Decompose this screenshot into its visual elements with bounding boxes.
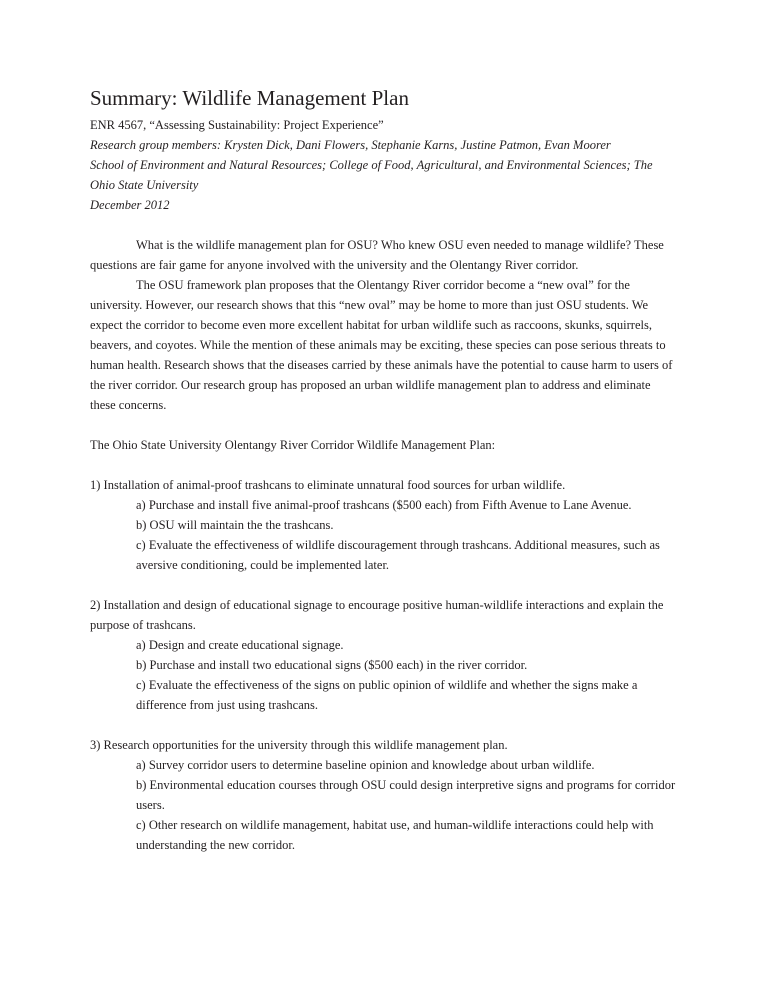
members-line: Research group members: Krysten Dick, Dani Flowers, Stephanie Karns, Justine Patmon, Evan Moorer bbox=[90, 138, 611, 152]
plan-item-3 bbox=[90, 735, 678, 855]
plan-heading: The Ohio State University Olentangy River Corridor Wildlife Management Plan: bbox=[90, 438, 496, 452]
date-line: December 2012 bbox=[90, 198, 170, 212]
intro-paragraph: What is the wildlife management plan for OSU? Who knew OSU even needed to manage wildlife? These questions are fair game for anyone involved with the university and the Olentangy River corridor. bbox=[90, 238, 664, 272]
plan-subitem: a) Survey corridor users to determine baseline opinion and knowledge about urban wildlife. bbox=[136, 758, 595, 772]
plan-item-heading: 1) Installation of animal-proof trashcans to eliminate unnatural food sources for urban wildlife. bbox=[90, 478, 566, 492]
plan-subitem: a) Design and create educational signage. bbox=[136, 638, 344, 652]
spacer bbox=[90, 415, 678, 435]
plan-subitem: a) Purchase and install five animal-proof trashcans ($500 each) from Fifth Avenue to Lane Avenue. bbox=[136, 498, 632, 512]
spacer bbox=[90, 715, 678, 735]
plan-subitem: b) Environmental education courses through OSU could design interpretive signs and programs for corridor users. bbox=[136, 778, 676, 812]
course-line: ENR 4567, “Assessing Sustainability: Project Experience” bbox=[90, 118, 384, 132]
plan-item-heading: 2) Installation and design of educational signage to encourage positive human-wildlife interactions and explain the purpose of trashcans. bbox=[90, 598, 664, 632]
spacer bbox=[90, 215, 678, 235]
plan-subitem: c) Evaluate the effectiveness of the signs on public opinion of wildlife and whether the signs make a difference from just using trashcans. bbox=[136, 678, 638, 712]
plan-item-2 bbox=[90, 595, 678, 715]
plan-item-1 bbox=[90, 475, 678, 575]
spacer bbox=[90, 575, 678, 595]
plan-subitem: c) Evaluate the effectiveness of wildlife discouragement through trashcans. Additional measures, such as aversive conditioning, could be implemented later. bbox=[136, 538, 660, 572]
plan-subitem: b) OSU will maintain the the trashcans. bbox=[136, 518, 334, 532]
affiliation-line: School of Environment and Natural Resources; College of Food, Agricultural, and Environmental Sciences; The Ohio State University bbox=[90, 158, 653, 192]
plan-subitem: c) Other research on wildlife management, habitat use, and human-wildlife interactions could help with understanding the new corridor. bbox=[136, 818, 654, 852]
page-title: Summary: Wildlife Management Plan bbox=[90, 86, 409, 110]
plan-item-heading: 3) Research opportunities for the university through this wildlife management plan. bbox=[90, 738, 508, 752]
plan-subitem: b) Purchase and install two educational signs ($500 each) in the river corridor. bbox=[136, 658, 528, 672]
spacer bbox=[90, 455, 678, 475]
framework-paragraph: The OSU framework plan proposes that the Olentangy River corridor become a “new oval” for the university. However, our research shows that this “new oval” may be home to more than just OSU students. We expect the corridor to become even more excellent habitat for urban wildlife such as raccoons, skunks, squirrels, beavers, and coyotes. While the mention of these animals may be exciting, these species can pose serious threats to human health. Research shows that the diseases carried by these animals have the potential to cause harm to users of the river corridor. Our research group has proposed an urban wildlife management plan to address and eliminate these concerns. bbox=[90, 278, 673, 412]
